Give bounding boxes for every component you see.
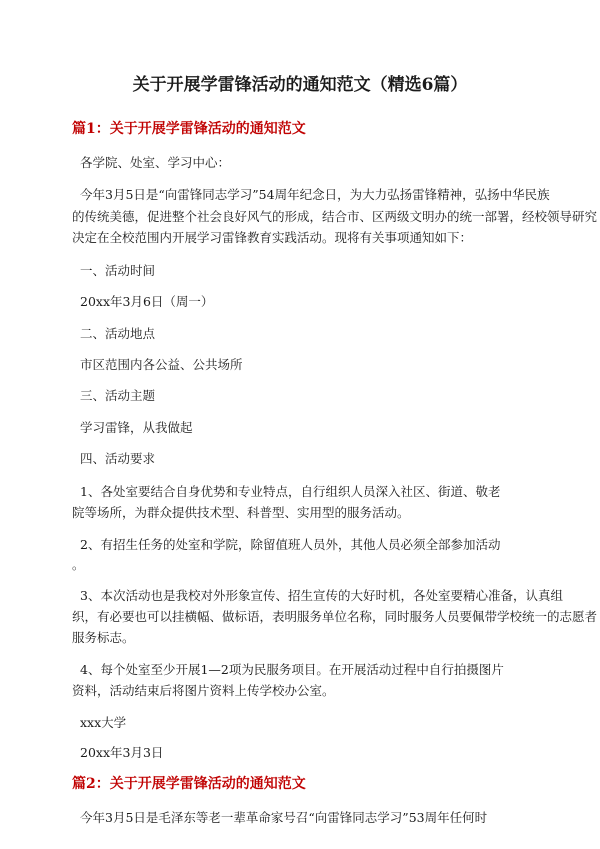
heading-time: 一、活动时间	[80, 263, 156, 278]
section-1-heading: 篇1：关于开展学雷锋活动的通知范文	[72, 121, 306, 137]
req4-line-2: 资料，活动结束后将图片资料上传学校办公室。	[72, 683, 335, 698]
req1-line-1: 1、各处室要结合自身优势和专业特点，自行组织人员深入社区、街道、敬老	[80, 484, 501, 499]
intro-line-2: 的传统美德，促进整个社会良好风气的形成，结合市、区两级文明办的统一部署，经校领导研究	[72, 209, 598, 224]
req3-line-2: 织，有必要也可以挂横幅、做标语，表明服务单位名称，同时服务人员要佩带学校统一的志愿者	[72, 609, 598, 624]
theme-value: 学习雷锋，从我做起	[80, 420, 193, 435]
greeting: 各学院、处室、学习中心：	[80, 155, 231, 170]
intro-line-3: 决定在全校范围内开展学习雷锋教育实践活动。现将有关事项通知如下：	[72, 230, 473, 245]
req2-line-1: 2、有招生任务的处室和学院，除留值班人员外，其他人员必须全部参加活动	[80, 537, 501, 552]
signature-date: 20xx年3月3日	[80, 745, 164, 760]
heading-requirements: 四、活动要求	[80, 451, 156, 466]
time-value: 20xx年3月6日（周一）	[80, 294, 214, 309]
section-2-line-1: 今年3月5日是毛泽东等老一辈革命家号召“向雷锋同志学习”53周年任何时	[80, 810, 488, 825]
req1-line-2: 院等场所，为群众提供技术型、科普型、实用型的服务活动。	[72, 505, 410, 520]
page-title: 关于开展学雷锋活动的通知范文（精选6篇）	[132, 75, 468, 95]
heading-place: 二、活动地点	[80, 326, 156, 341]
section-2-heading: 篇2：关于开展学雷锋活动的通知范文	[72, 776, 306, 792]
req3-line-1: 3、本次活动也是我校对外形象宣传、招生宣传的大好时机，各处室要精心准备，认真组	[80, 588, 563, 603]
intro-line-1: 今年3月5日是“向雷锋同志学习”54周年纪念日，为大力弘扬雷锋精神，弘扬中华民族	[80, 187, 550, 202]
req3-line-3: 服务标志。	[72, 630, 135, 645]
req2-line-2: 。	[72, 558, 85, 572]
heading-theme: 三、活动主题	[80, 388, 156, 403]
req4-line-1: 4、每个处室至少开展1—2项为民服务项目。在开展活动过程中自行拍摄图片	[80, 662, 504, 677]
signature-org: xxx大学	[80, 715, 127, 730]
place-value: 市区范围内各公益、公共场所	[80, 357, 243, 372]
